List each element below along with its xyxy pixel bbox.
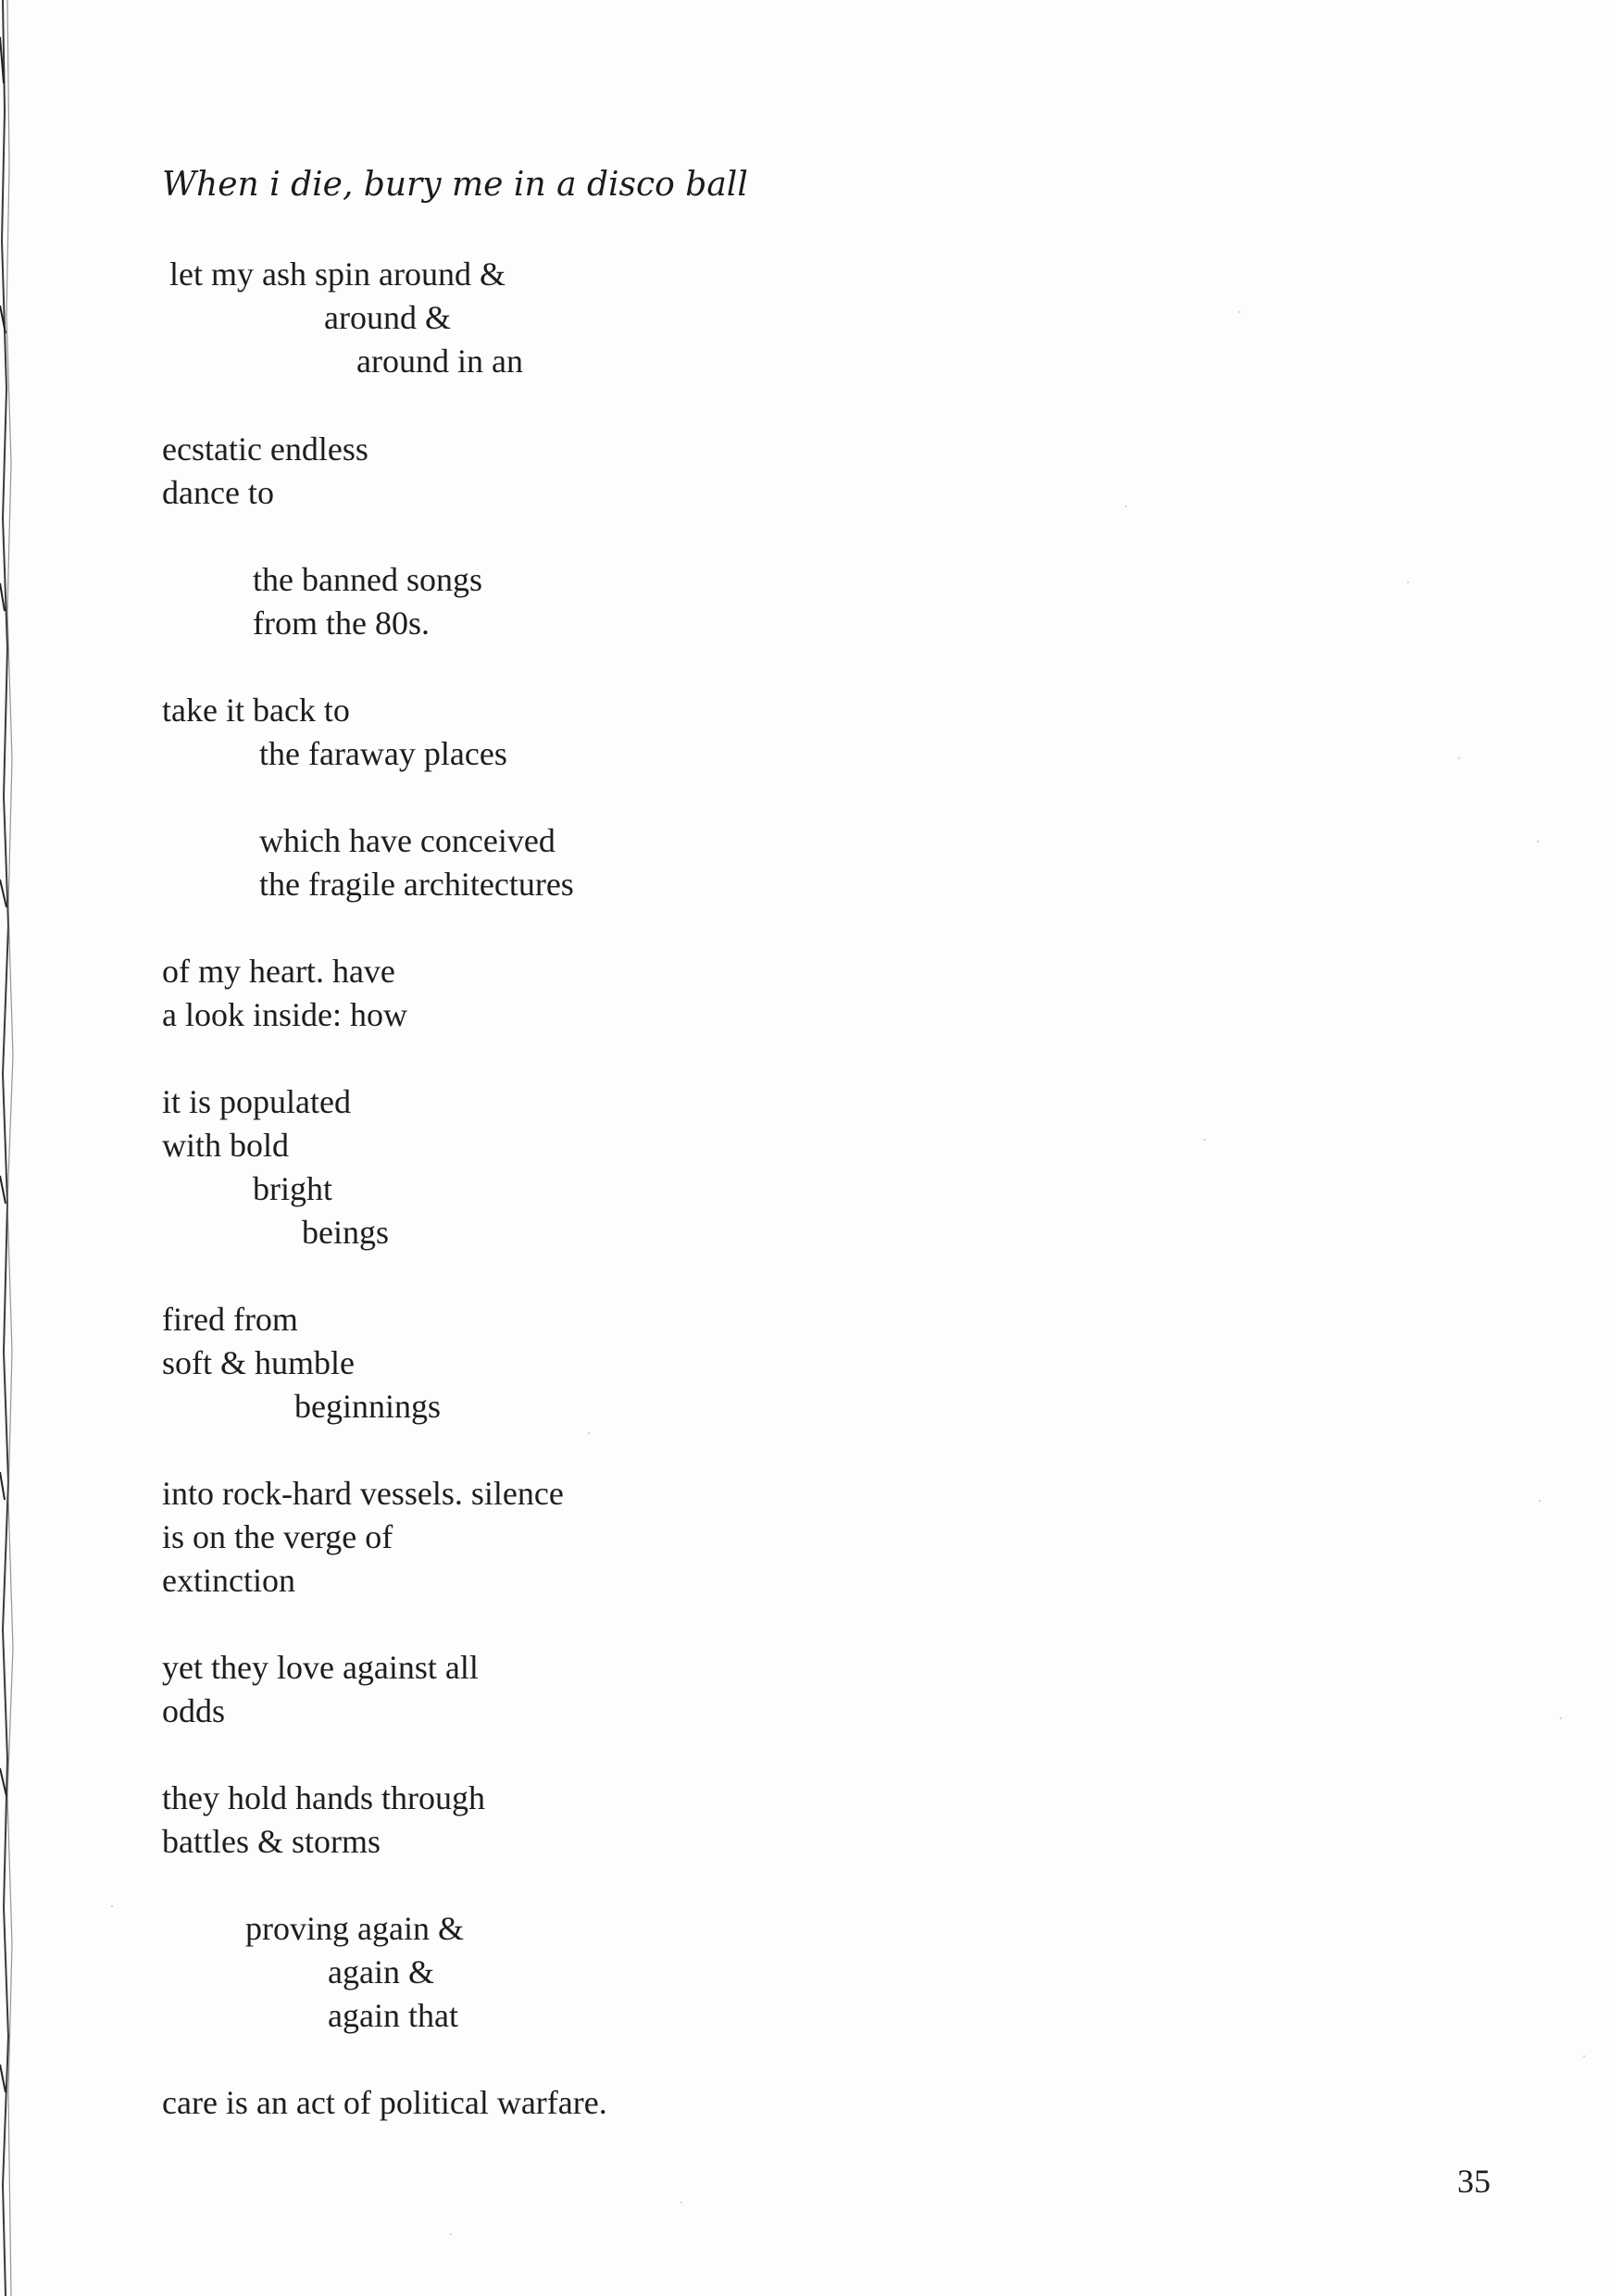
poem-line: of my heart. have: [162, 953, 395, 990]
poem-line: care is an act of political warfare.: [162, 2084, 607, 2121]
poem-line: yet they love against all: [162, 1649, 479, 1686]
poem-line: they hold hands through: [162, 1779, 485, 1816]
paper-speck: [680, 2202, 682, 2203]
poem-line: ecstatic endless: [162, 430, 368, 468]
paper-speck: [1537, 841, 1539, 842]
poem-line: let my ash spin around &: [169, 256, 505, 293]
poem-line: dance to: [162, 474, 274, 511]
poem-line: which have conceived: [259, 822, 555, 859]
poem-line: the fragile architectures: [259, 866, 574, 903]
poem-line: beginnings: [294, 1388, 441, 1425]
paper-speck: [1204, 1139, 1205, 1141]
poem-line: into rock-hard vessels. silence: [162, 1475, 564, 1512]
poem-line: the banned songs: [253, 561, 482, 598]
poem-line: odds: [162, 1692, 226, 1729]
poem-line: is on the verge of: [162, 1518, 393, 1555]
paper-speck: [450, 2233, 452, 2235]
poem-line: beings: [302, 1214, 389, 1251]
binding-edge: [0, 0, 20, 2296]
poem-line: battles & storms: [162, 1823, 381, 1860]
paper-speck: [1560, 1717, 1562, 1719]
paper-speck: [1239, 311, 1241, 313]
paper-speck: [1458, 757, 1460, 759]
paper-speck: [1539, 1500, 1541, 1502]
paper-speck: [588, 1432, 590, 1434]
poem-line: again that: [328, 1997, 458, 2034]
poem-line: bright: [253, 1170, 332, 1207]
paper-speck: [1407, 581, 1409, 583]
page-number: 35: [1457, 2163, 1491, 2200]
poem-line: a look inside: how: [162, 996, 407, 1033]
poem-line: it is populated: [162, 1083, 351, 1120]
binding-edge-shadow: [0, 0, 20, 2296]
poem-line: with bold: [162, 1127, 290, 1164]
poem-line: extinction: [162, 1562, 295, 1599]
paper-speck: [1125, 505, 1127, 507]
poem-title: When i die, bury me in a disco ball: [162, 166, 748, 204]
paper-speck: [111, 1905, 113, 1907]
poem-line: the faraway places: [259, 735, 507, 772]
poem-line: proving again &: [245, 1910, 464, 1947]
poem-line: around &: [324, 299, 451, 336]
paper-speck: [1583, 2055, 1585, 2057]
poem-line: fired from: [162, 1301, 298, 1338]
poem-line: around in an: [356, 343, 523, 380]
poem-line: again &: [328, 1953, 434, 1990]
poem-line: from the 80s.: [253, 605, 430, 642]
poem-line: take it back to: [162, 692, 350, 729]
poem-line: soft & humble: [162, 1344, 355, 1381]
